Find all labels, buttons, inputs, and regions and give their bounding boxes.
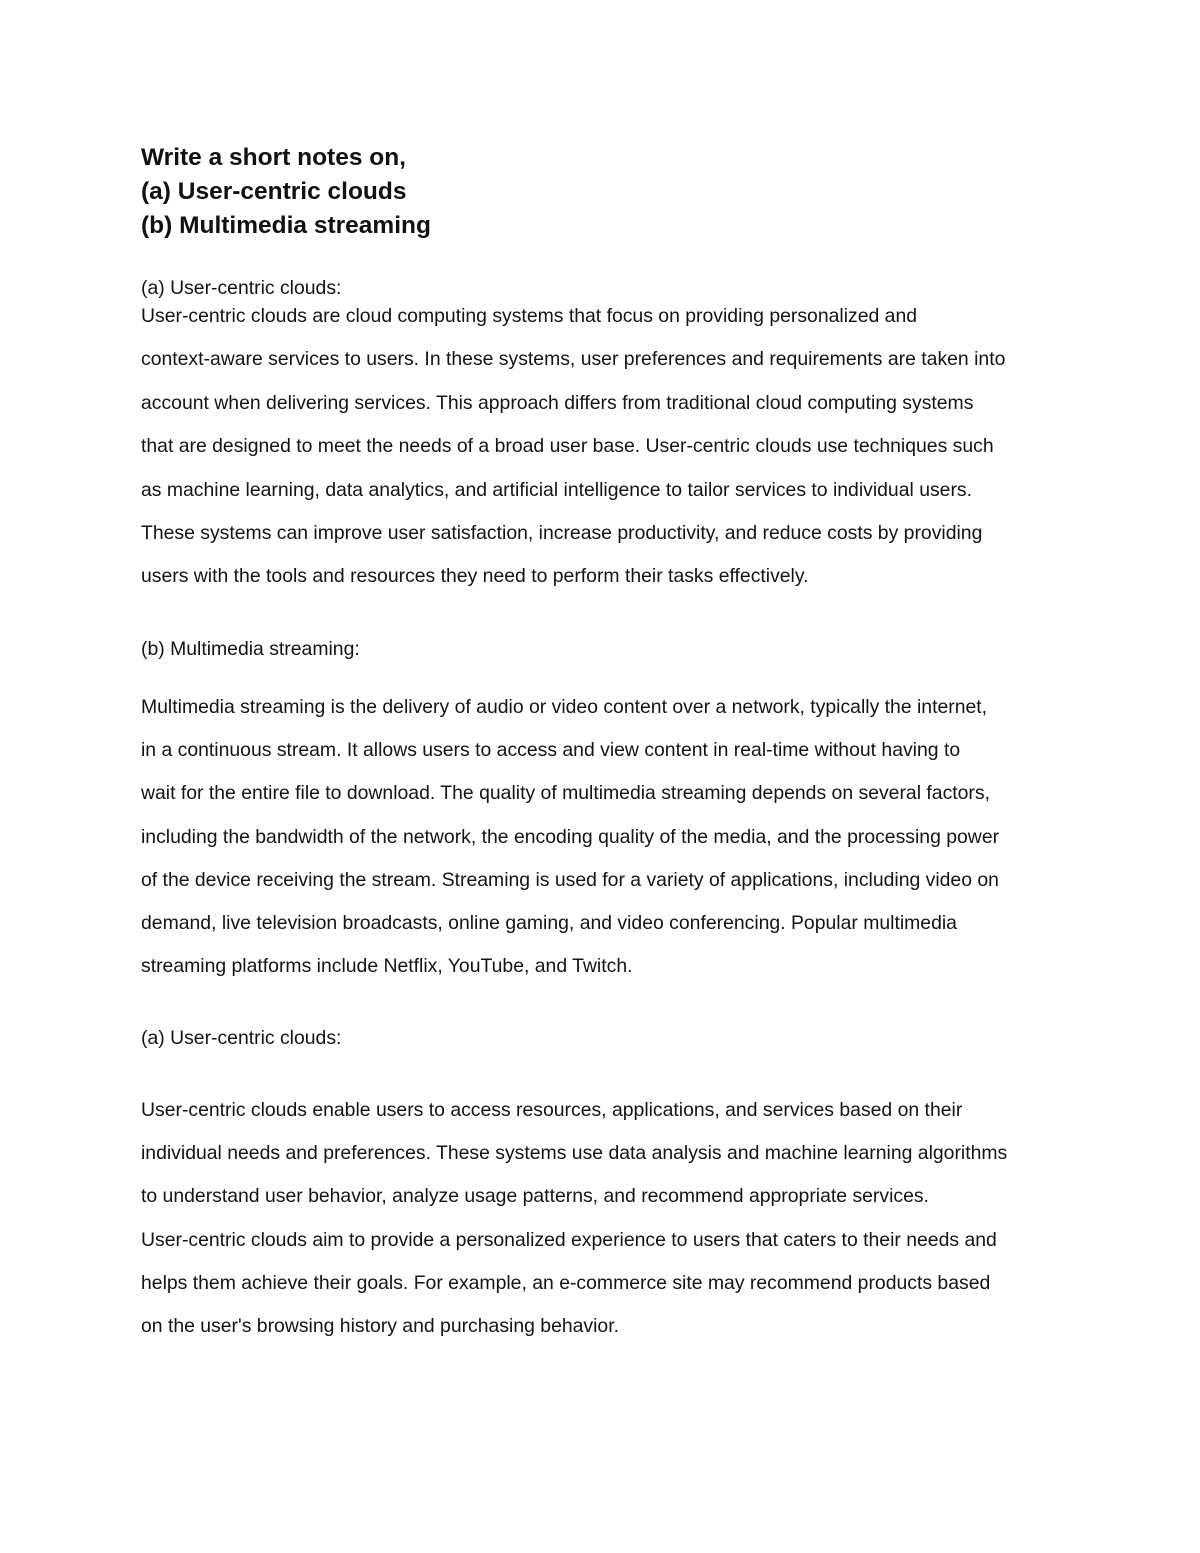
paragraph-line: users with the tools and resources they need to perform their tasks effectively. — [141, 565, 809, 587]
paragraph-line: as machine learning, data analytics, and artificial intelligence to tailor services to individual users. — [141, 479, 972, 501]
paragraph-line: on the user's browsing history and purchasing behavior. — [141, 1315, 619, 1337]
paragraph-line: to understand user behavior, analyze usage patterns, and recommend appropriate services. — [141, 1185, 929, 1207]
paragraph-line: context-aware services to users. In these systems, user preferences and requirements are taken into — [141, 348, 1006, 370]
paragraph-line: in a continuous stream. It allows users to access and view content in real-time without having to — [141, 739, 961, 761]
section-label: (a) User-centric clouds: — [141, 1027, 342, 1049]
paragraph-line: User-centric clouds aim to provide a personalized experience to users that caters to their needs and — [141, 1229, 997, 1251]
paragraph-line: helps them achieve their goals. For example, an e-commerce site may recommend products based — [141, 1272, 991, 1294]
paragraph-line: of the device receiving the stream. Streaming is used for a variety of applications, including video on — [141, 869, 999, 891]
paragraph-line: User-centric clouds enable users to access resources, applications, and services based on their — [141, 1099, 963, 1121]
paragraph-line: These systems can improve user satisfaction, increase productivity, and reduce costs by providing — [141, 522, 983, 544]
title-line: Write a short notes on, — [141, 144, 406, 171]
paragraph-line: individual needs and preferences. These systems use data analysis and machine learning algorithms — [141, 1142, 1008, 1164]
document-title — [141, 141, 431, 243]
paragraph-line: demand, live television broadcasts, online gaming, and video conferencing. Popular multimedia — [141, 912, 957, 934]
title-line: (a) User-centric clouds — [141, 178, 407, 205]
paragraph-line: streaming platforms include Netflix, YouTube, and Twitch. — [141, 955, 633, 977]
paragraph-line: wait for the entire file to download. The quality of multimedia streaming depends on several factors, — [141, 782, 990, 804]
title-line: (b) Multimedia streaming — [141, 212, 431, 239]
paragraph-line: that are designed to meet the needs of a broad user base. User-centric clouds use techniques such — [141, 435, 994, 457]
section-label: (a) User-centric clouds: — [141, 277, 342, 299]
paragraph-line: User-centric clouds are cloud computing systems that focus on providing personalized and — [141, 305, 918, 327]
paragraph-line: Multimedia streaming is the delivery of audio or video content over a network, typically the internet, — [141, 696, 988, 718]
paragraph-line: including the bandwidth of the network, the encoding quality of the media, and the processing power — [141, 826, 1000, 848]
section-label: (b) Multimedia streaming: — [141, 638, 360, 660]
paragraph-line: account when delivering services. This approach differs from traditional cloud computing systems — [141, 392, 974, 414]
